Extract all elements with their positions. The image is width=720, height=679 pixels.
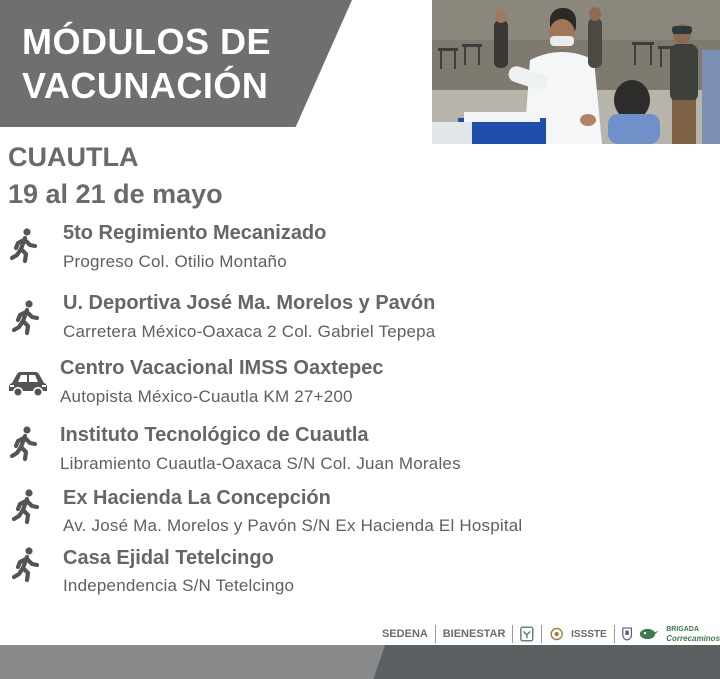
walking-person-icon xyxy=(12,489,42,525)
site-address: Independencia S/N Tetelcingo xyxy=(63,576,295,595)
brigada-bird-icon xyxy=(639,626,659,642)
bienestar-logo: BIENESTAR xyxy=(442,628,506,640)
site-address: Av. José Ma. Morelos y Pavón S/N Ex Hacienda El Hospital xyxy=(63,516,523,535)
title-line-2: VACUNACIÓN xyxy=(22,65,269,106)
city-name: CUAUTLA xyxy=(8,142,139,172)
car-icon xyxy=(8,371,48,397)
photo-illustration xyxy=(432,0,720,144)
site-name: Instituto Tecnológico de Cuautla xyxy=(60,424,369,446)
site-name: Centro Vacacional IMSS Oaxtepec xyxy=(60,357,384,379)
site-name: Casa Ejidal Tetelcingo xyxy=(63,547,274,569)
footer-accent xyxy=(0,645,385,679)
logo-divider xyxy=(435,625,436,643)
site-name: 5to Regimiento Mecanizado xyxy=(63,222,327,244)
site-address: Progreso Col. Otilio Montaño xyxy=(63,252,287,271)
walking-person-icon xyxy=(12,547,42,583)
walking-person-icon xyxy=(10,426,40,462)
state-shield-icon xyxy=(622,626,632,642)
logo-divider xyxy=(512,625,513,643)
site-address: Carretera México-Oaxaca 2 Col. Gabriel Tepepa xyxy=(63,322,436,341)
issste-logo: ISSSTE xyxy=(571,628,607,640)
walking-person-icon xyxy=(12,300,42,336)
date-range: 19 al 21 de mayo xyxy=(8,179,223,209)
logo-divider xyxy=(541,625,542,643)
site-name: Ex Hacienda La Concepción xyxy=(63,487,331,509)
title-line-1: MÓDULOS DE xyxy=(22,21,272,62)
brigada-logo xyxy=(666,625,720,643)
logo-divider xyxy=(614,625,615,643)
correcaminos-label: Correcaminos xyxy=(666,634,720,643)
imss-eagle-icon xyxy=(520,625,534,643)
sedena-logo: SEDENA xyxy=(382,628,428,640)
brigada-label: BRIGADA xyxy=(666,626,699,633)
site-name: U. Deportiva José Ma. Morelos y Pavón xyxy=(63,292,436,314)
site-address: Libramiento Cuautla-Oaxaca S/N Col. Juan Morales xyxy=(60,454,461,473)
walking-person-icon xyxy=(10,228,40,264)
page-title xyxy=(22,20,271,108)
issste-emblem-icon xyxy=(549,626,564,642)
site-address: Autopista México-Cuautla KM 27+200 xyxy=(60,387,353,406)
vaccination-photo xyxy=(432,0,720,144)
